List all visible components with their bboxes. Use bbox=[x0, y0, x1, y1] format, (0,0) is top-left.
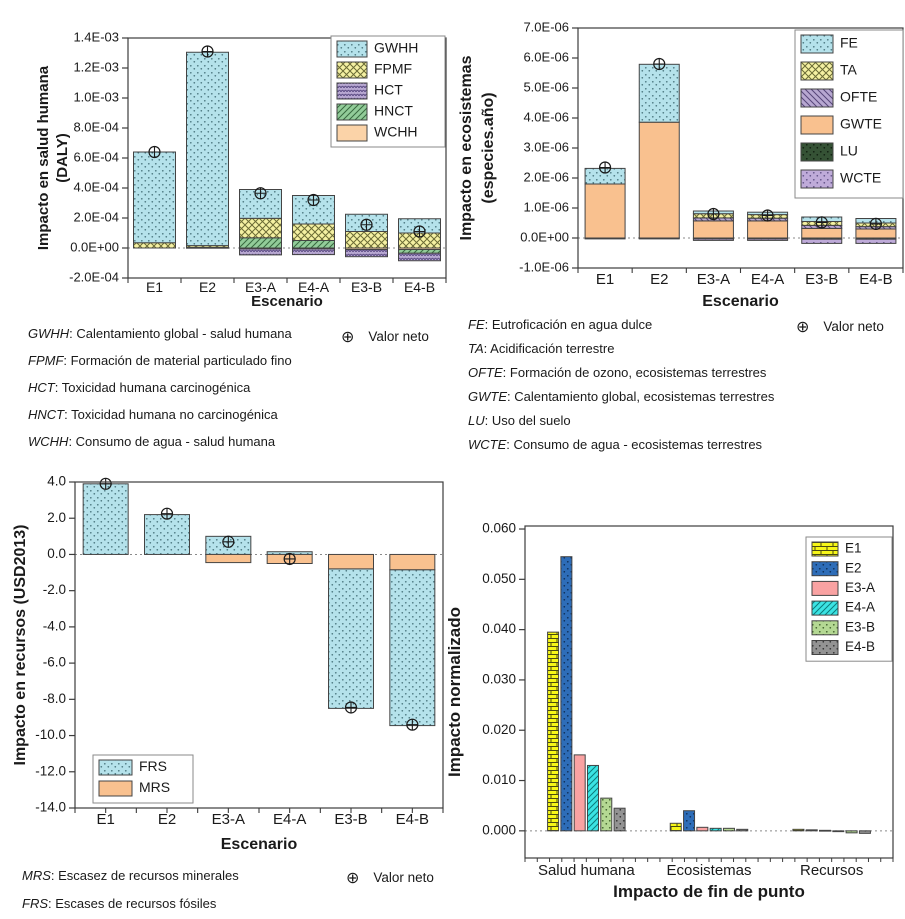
legend-label: FPMF bbox=[374, 60, 413, 77]
bar-segment bbox=[206, 554, 251, 562]
bar-segment bbox=[833, 831, 844, 832]
legend-label: E2 bbox=[845, 560, 862, 576]
y-tick-label: 4.0 bbox=[47, 473, 66, 489]
circle-plus-icon: ⊕ bbox=[346, 870, 360, 887]
bar-segment bbox=[639, 64, 679, 122]
x-category-label: E3-B bbox=[350, 279, 383, 295]
legend-swatch bbox=[337, 41, 367, 57]
y-tick-label: 0.050 bbox=[482, 570, 516, 586]
bar-segment bbox=[548, 632, 559, 831]
x-axis bbox=[578, 268, 903, 288]
bar-segment bbox=[187, 52, 229, 245]
y-axis-title: Impacto normalizado bbox=[445, 606, 464, 778]
x-category-label: E3-A bbox=[211, 811, 246, 828]
footnote-line: FRS: Escases de recursos fósiles bbox=[22, 896, 217, 911]
y-tick-label: 1.0E-06 bbox=[523, 199, 569, 215]
y-tick-label: -6.0 bbox=[42, 654, 66, 670]
bar-segment bbox=[601, 798, 612, 831]
y-tick-label: -14.0 bbox=[35, 799, 66, 815]
x-axis-title: Escenario bbox=[251, 293, 323, 310]
x-category-label: E4-A bbox=[272, 811, 307, 828]
y-tick-label: 0.060 bbox=[482, 520, 516, 536]
legend-label: WCTE bbox=[840, 169, 882, 186]
legend-label: HNCT bbox=[374, 102, 413, 119]
bar-segment bbox=[793, 829, 804, 831]
bar-segment bbox=[748, 239, 788, 241]
legend-swatch bbox=[337, 104, 367, 120]
bar-segment bbox=[856, 239, 896, 243]
chart-impacto-recursos bbox=[5, 440, 460, 860]
legend-label: FRS bbox=[139, 758, 167, 775]
bar-segment bbox=[693, 239, 733, 241]
bar-segment bbox=[697, 827, 708, 831]
bar-segment bbox=[346, 232, 388, 249]
bar-segment bbox=[574, 755, 585, 831]
bar-segment bbox=[145, 515, 190, 555]
valor-neto-eco bbox=[796, 317, 884, 337]
x-category-label: E3-B bbox=[805, 271, 839, 288]
legend-swatch bbox=[337, 83, 367, 99]
bar-segment bbox=[293, 224, 335, 241]
valor-neto-salud bbox=[341, 327, 429, 347]
y-axis-title: (especies.año) bbox=[480, 92, 497, 204]
bar-segment bbox=[346, 250, 388, 257]
legend-swatch bbox=[337, 125, 367, 141]
bar-segment bbox=[670, 823, 681, 831]
legend-label: MRS bbox=[139, 779, 171, 796]
x-category-label: E2 bbox=[198, 279, 217, 295]
bar-segment bbox=[585, 184, 625, 238]
bar-segment bbox=[856, 229, 896, 238]
y-tick-label: 0.0E+00 bbox=[70, 239, 119, 255]
legend-swatch bbox=[812, 562, 838, 576]
x-category-label: E4-B bbox=[859, 271, 893, 288]
bar-segment bbox=[614, 808, 625, 831]
bar-segment bbox=[748, 221, 788, 238]
x-category-label: E4-B bbox=[395, 811, 430, 828]
y-tick-label: 6.0E-06 bbox=[523, 49, 569, 65]
legend-label: E4-A bbox=[845, 599, 876, 615]
y-tick-label: 0.000 bbox=[482, 822, 516, 838]
legend-swatch bbox=[337, 62, 367, 78]
x-category-label: E4-A bbox=[750, 271, 785, 288]
valor-neto-label: Valor neto bbox=[823, 319, 884, 334]
legend-label: TA bbox=[840, 61, 857, 78]
footnote-list-recursos bbox=[22, 862, 239, 918]
footnote-line: FPMF: Formación de material particulado fino bbox=[28, 353, 292, 368]
legend-swatch bbox=[99, 781, 132, 796]
circle-plus-icon: ⊕ bbox=[341, 329, 355, 346]
bar-segment bbox=[639, 122, 679, 238]
bar-segment bbox=[329, 569, 374, 708]
footnote-line: GWHH: Calentamiento global - salud humana bbox=[28, 326, 292, 341]
bar-segment bbox=[399, 253, 441, 261]
legend bbox=[331, 36, 445, 147]
y-tick-label: 1.4E-03 bbox=[73, 29, 119, 45]
legend-label: FE bbox=[840, 34, 858, 51]
footnote-line: OFTE: Formación de ozono, ecosistemas terrestres bbox=[468, 365, 767, 380]
legend-swatch bbox=[801, 89, 833, 107]
x-category-label: E4-B bbox=[403, 279, 436, 295]
bar-segment bbox=[710, 828, 721, 831]
y-tick-label: -1.0E-06 bbox=[519, 259, 569, 275]
y-tick-label: 1.0E-03 bbox=[73, 89, 119, 105]
legend bbox=[795, 30, 903, 198]
y-tick-label: 0.030 bbox=[482, 671, 516, 687]
y-tick-label: 4.0E-06 bbox=[523, 109, 569, 125]
x-category-label: Ecosistemas bbox=[666, 862, 752, 879]
legend-swatch bbox=[801, 116, 833, 134]
legend-swatch bbox=[801, 143, 833, 161]
y-tick-label: -8.0 bbox=[42, 690, 66, 706]
bar-segment bbox=[693, 221, 733, 238]
footnote-line: WCTE: Consumo de agua - ecosistemas terrestres bbox=[468, 437, 763, 452]
legend bbox=[806, 537, 892, 661]
y-tick-label: 0.020 bbox=[482, 721, 516, 737]
x-axis-title: Escenario bbox=[220, 836, 298, 853]
bar-segment bbox=[585, 238, 625, 239]
footnote-list-ecosistemas bbox=[468, 313, 774, 457]
legend-label: GWTE bbox=[840, 115, 882, 132]
legend-swatch bbox=[812, 621, 838, 635]
y-tick-label: 0.010 bbox=[482, 772, 516, 788]
y-axis bbox=[482, 521, 525, 838]
bar-segment bbox=[329, 554, 374, 568]
legend-swatch bbox=[812, 601, 838, 615]
y-tick-label: -4.0 bbox=[42, 618, 66, 634]
bar-segment bbox=[561, 557, 572, 831]
x-category-label: E3-A bbox=[244, 279, 277, 295]
bar-segment bbox=[859, 831, 870, 834]
x-category-label: E3-A bbox=[696, 271, 731, 288]
x-category-label: Salud humana bbox=[537, 862, 635, 879]
legend-label: E3-B bbox=[845, 619, 876, 635]
y-tick-label: 5.0E-06 bbox=[523, 79, 569, 95]
legend-swatch bbox=[812, 581, 838, 595]
y-tick-label: 0.040 bbox=[482, 621, 516, 637]
bar-segment bbox=[806, 830, 817, 831]
circle-plus-icon: ⊕ bbox=[796, 319, 810, 336]
bar-segment bbox=[240, 249, 282, 255]
y-axis-title: (DALY) bbox=[54, 133, 71, 183]
x-category-label: E1 bbox=[96, 811, 115, 828]
footnote-line: MRS: Escasez de recursos minerales bbox=[22, 868, 239, 883]
valor-neto-label: Valor neto bbox=[373, 870, 434, 885]
footnote-line: TA: Acidificación terrestre bbox=[468, 341, 615, 356]
x-category-label: Recursos bbox=[799, 862, 864, 879]
y-tick-label: -10.0 bbox=[35, 727, 66, 743]
footnote-line: HNCT: Toxicidad humana no carcinogénica bbox=[28, 407, 278, 422]
legend-swatch bbox=[812, 641, 838, 655]
legend bbox=[93, 755, 193, 803]
legend-swatch bbox=[99, 760, 132, 775]
bar-segment bbox=[240, 218, 282, 238]
y-tick-label: 1.2E-03 bbox=[73, 59, 119, 75]
bar-segment bbox=[684, 811, 695, 831]
y-tick-label: 2.0E-06 bbox=[523, 169, 569, 185]
x-axis-title: Impacto de fin de punto bbox=[613, 882, 805, 901]
y-axis-title: Impacto en salud humana bbox=[35, 65, 52, 251]
bar-segment bbox=[293, 249, 335, 255]
y-tick-label: 6.0E-04 bbox=[73, 149, 119, 165]
y-axis-title: Impacto en recursos (USD2013) bbox=[12, 524, 29, 766]
y-tick-label: 4.0E-04 bbox=[73, 179, 119, 195]
legend-label: OFTE bbox=[840, 88, 878, 105]
bar-segment bbox=[802, 228, 842, 238]
y-axis bbox=[35, 474, 75, 815]
x-category-label: E1 bbox=[145, 279, 164, 295]
x-axis-title: Escenario bbox=[702, 293, 779, 310]
bar-segment bbox=[134, 243, 176, 248]
legend-label: E3-A bbox=[845, 579, 876, 595]
bar-segment bbox=[390, 570, 435, 726]
legend-label: LU bbox=[840, 142, 858, 159]
footnote-line: LU: Uso del suelo bbox=[468, 413, 571, 428]
y-tick-label: -2.0E-04 bbox=[69, 269, 119, 285]
x-axis bbox=[75, 808, 443, 828]
y-axis bbox=[69, 29, 128, 284]
bar-segment bbox=[240, 238, 282, 248]
y-tick-label: -12.0 bbox=[35, 763, 66, 779]
bar-segment bbox=[399, 250, 441, 254]
y-tick-label: 2.0 bbox=[47, 509, 66, 525]
y-tick-label: 3.0E-06 bbox=[523, 139, 569, 155]
x-category-label: E4-A bbox=[297, 279, 330, 295]
x-category-label: E2 bbox=[157, 811, 177, 828]
bar-segment bbox=[293, 241, 335, 249]
x-axis bbox=[525, 858, 893, 879]
bar-segment bbox=[639, 238, 679, 239]
legend-label: WCHH bbox=[374, 123, 418, 140]
y-tick-label: 8.0E-04 bbox=[73, 119, 119, 135]
bar-segment bbox=[83, 484, 128, 555]
footnote-line: FE: Eutroficación en agua dulce bbox=[468, 317, 653, 332]
y-tick-label: 0.0E+00 bbox=[520, 229, 569, 245]
legend-swatch bbox=[801, 35, 833, 53]
legend-swatch bbox=[801, 62, 833, 80]
x-category-label: E3-B bbox=[334, 811, 368, 828]
y-tick-label: 0.0 bbox=[47, 546, 66, 562]
y-tick-label: -2.0 bbox=[42, 582, 66, 598]
bar-segment bbox=[737, 829, 748, 831]
bar-segment bbox=[820, 830, 831, 831]
footnote-line: HCT: Toxicidad humana carcinogénica bbox=[28, 380, 251, 395]
bars bbox=[83, 484, 435, 726]
valor-neto-label: Valor neto bbox=[368, 329, 429, 344]
legend-label: HCT bbox=[374, 81, 403, 98]
y-axis bbox=[519, 19, 578, 274]
y-tick-label: 7.0E-06 bbox=[523, 19, 569, 35]
legend-swatch bbox=[812, 542, 838, 556]
valor-neto-rec bbox=[346, 868, 434, 888]
bar-segment bbox=[802, 239, 842, 243]
x-category-label: E1 bbox=[595, 271, 615, 288]
footnote-line: WCHH: Consumo de agua - salud humana bbox=[28, 434, 276, 449]
legend-label: E1 bbox=[845, 540, 862, 556]
y-axis-title: Impacto en ecosistemas bbox=[458, 55, 475, 241]
chart-impacto-salud-humana bbox=[35, 8, 450, 310]
legend-swatch bbox=[801, 170, 833, 188]
legend-label: GWHH bbox=[374, 39, 419, 56]
bar-segment bbox=[723, 828, 734, 831]
bar-segment bbox=[587, 765, 598, 830]
x-category-label: E2 bbox=[650, 271, 669, 288]
chart-impacto-normalizado bbox=[440, 490, 905, 910]
legend-label: E4-B bbox=[845, 639, 876, 655]
footnote-line: GWTE: Calentamiento global, ecosistemas terrestres bbox=[468, 389, 775, 404]
chart-impacto-ecosistemas bbox=[455, 3, 905, 310]
bar-segment bbox=[390, 554, 435, 569]
footnote-list-salud-humana bbox=[28, 320, 292, 455]
y-tick-label: 2.0E-04 bbox=[73, 209, 119, 225]
bar-segment bbox=[846, 831, 857, 833]
bar-segment bbox=[134, 152, 176, 243]
